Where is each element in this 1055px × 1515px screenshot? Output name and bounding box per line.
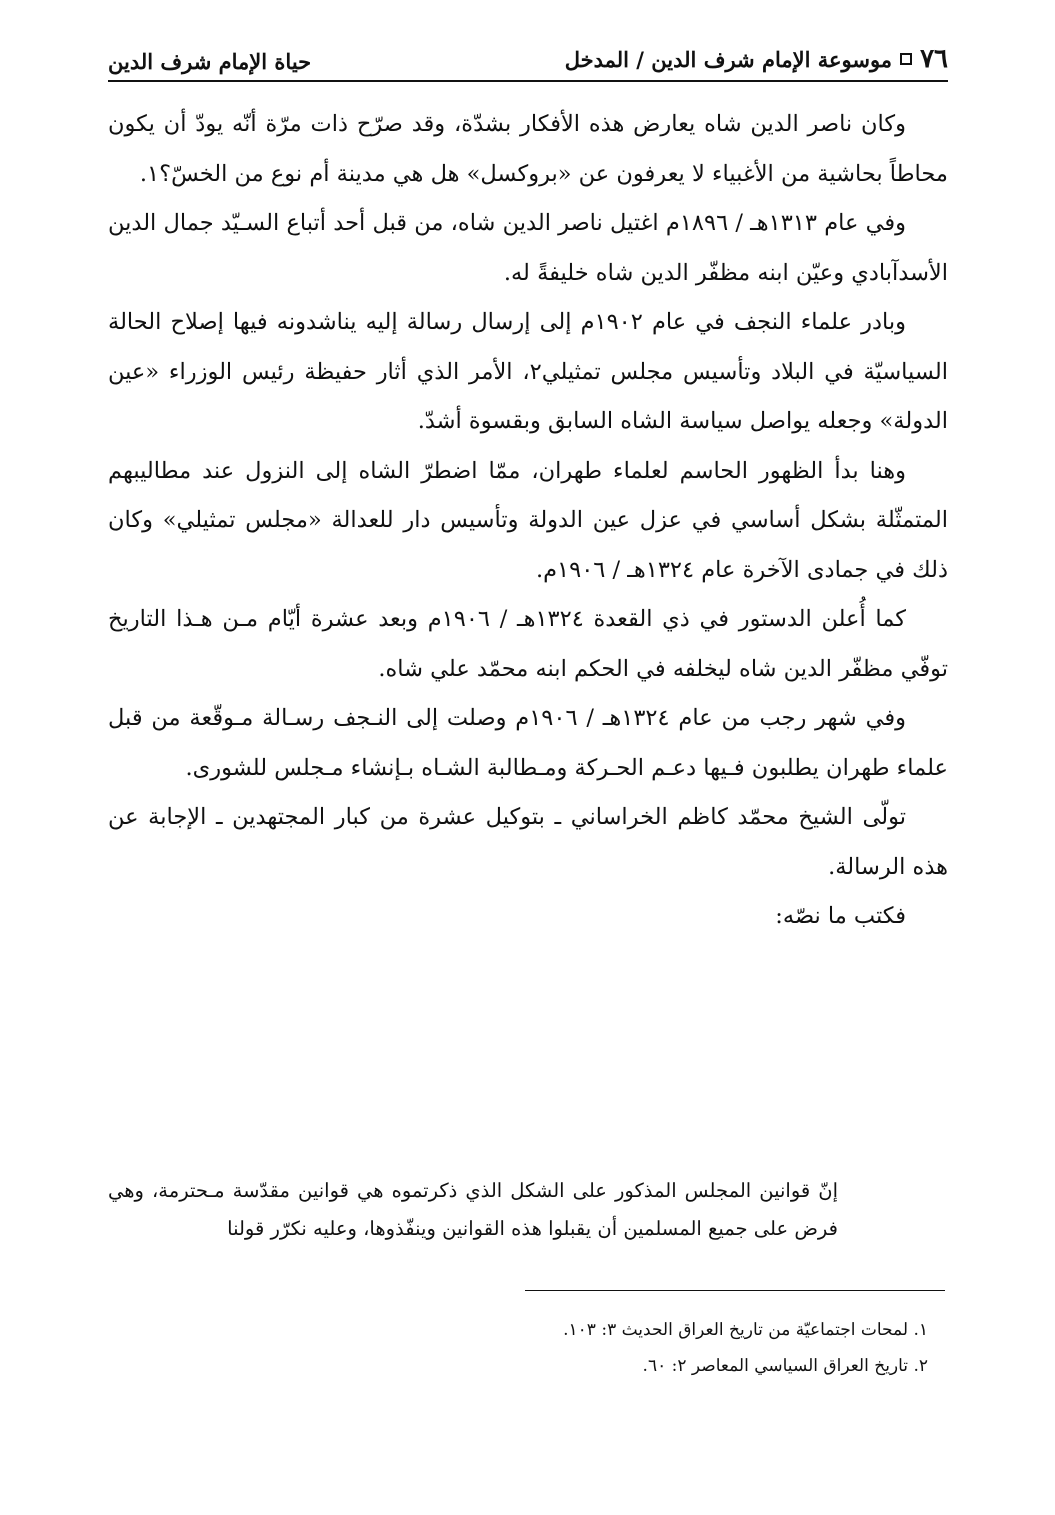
- chapter-title: حياة الإمام شرف الدين: [108, 49, 312, 74]
- footnote: ١. لمحات اجتماعيّة من تاريخ العراق الحديث ٣: ١٠٣.: [563, 1320, 928, 1340]
- paragraph: وفي عام ١٣١٣هـ / ١٨٩٦م اغتيل ناصر الدين شاه، من قبل أحد أتباع السـيّد جمال الدين الأسدآبادي وعيّن ابنه مظفّر الدين شاه خليفةً له.: [108, 210, 948, 286]
- paragraph: تولّى الشيخ محمّد كاظم الخراساني ـ بتوكيل عشرة من كبار المجتهدين ـ الإجابة عن هذه الرسالة.: [108, 804, 948, 880]
- header-book-info: [565, 44, 948, 74]
- quote-text: إنّ قوانين المجلس المذكور على الشكل الذي ذكرتموه هي قوانين مقدّسة مـحترمة، وهي فرض على جميع المسلمين أن يقبلوا هذه القوانين وينفّذوها، وعليه نكرّر قولنا: [108, 1179, 838, 1240]
- paragraph: وهنا بدأ الظهور الحاسم لعلماء طهران، ممّا اضطرّ الشاه إلى النزول عند مطاليبهم المتمثّلة بشكل أساسي في عزل عين الدولة وتأسيس دار للعدالة «مجلس تمثيلي» وكان ذلك في جمادى الآخرة عام ١٣٢٤هـ / ١٩٠٦م.: [108, 457, 948, 583]
- paragraph: كما أُعلن الدستور في ذي القعدة ١٣٢٤هـ / ١٩٠٦م وبعد عشرة أيّام مـن هـذا التاريخ توفّي مظفّر الدين شاه ليخلفه في الحكم ابنه محمّد علي شاه.: [108, 606, 948, 682]
- main-text: [108, 100, 948, 942]
- book-title: موسوعة الإمام شرف الدين / المدخل: [564, 46, 893, 72]
- square-icon: [900, 53, 912, 65]
- paragraph: وبادر علماء النجف في عام ١٩٠٢م إلى إرسال رسالة إليه يناشدونه فيها إصلاح الحالة السياسيّة في البلاد وتأسيس مجلس تمثيلي٢، الأمر الذي أثار حفيظة رئيس الوزراء «عين الدولة» وجعله يواصل سياسة الشاه السابق وبقسوة أشدّ.: [108, 309, 948, 434]
- quoted-letter: [108, 1172, 838, 1248]
- footnote: ٢. تاريخ العراق السياسي المعاصر ٢: ٦٠.: [642, 1356, 928, 1376]
- paragraph: وكان ناصر الدين شاه يعارض هذه الأفكار بشدّة، وقد صرّح ذات مرّة أنّه يودّ أن يكون محاطاً بحاشية من الأغبياء لا يعرفون عن «بروكسل» هل هي مدينة أم نوع من الخسّ؟١.: [108, 111, 948, 187]
- paragraph: فكتب ما نصّه:: [775, 903, 906, 929]
- page-number: ٧٦: [920, 44, 948, 74]
- paragraph: وفي شهر رجب من عام ١٣٢٤هـ / ١٩٠٦م وصلت إلى النـجف رسـالة مـوقّعة من قبل علماء طهران يطلبون فـيها دعـم الحـركة ومـطالبة الشـاه بـإنشاء مـجلس للشورى.: [108, 705, 948, 781]
- footnote-divider: [525, 1290, 945, 1291]
- footnotes: [108, 1312, 928, 1384]
- running-header: [108, 38, 948, 82]
